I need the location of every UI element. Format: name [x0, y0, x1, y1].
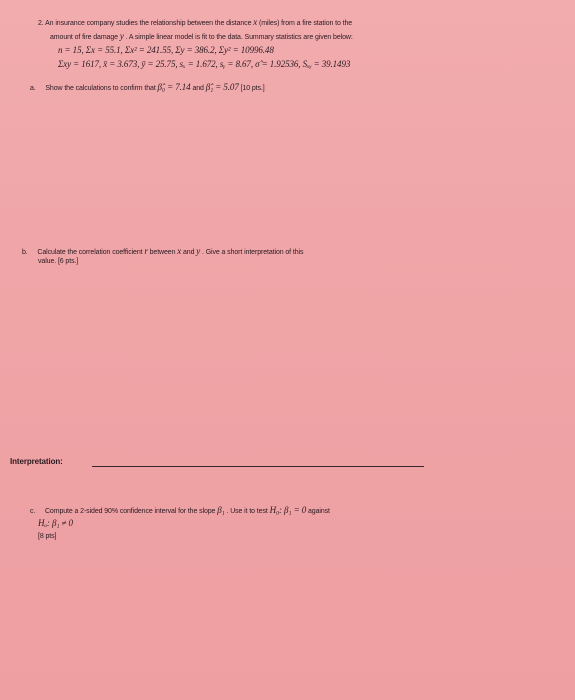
x-variable: x	[253, 17, 258, 27]
question-2-line-2	[50, 31, 353, 41]
beta1-symbol: β₁	[217, 505, 225, 515]
alternative-hypothesis: Hₐ: β₁ ≠ 0	[38, 518, 73, 528]
part-c-points: [8 pts]	[38, 533, 57, 540]
beta1-value: β̂₁ = 5.07	[205, 82, 239, 92]
part-a-points: [10 pts.]	[240, 85, 265, 92]
part-a-and: and	[192, 85, 204, 92]
part-b-text-2: . Give a short interpretation of this	[202, 249, 304, 256]
part-c-line-1	[30, 505, 330, 515]
part-b-text-3: value.	[38, 258, 57, 265]
part-c-text-1: Compute a 2-sided 90% confidence interval for the slope	[44, 508, 216, 515]
beta0-value: β̂₀ = 7.14	[157, 82, 191, 92]
summary-statistics-line-2: Σxy = 1617, x̄ = 3.673, ȳ = 25.75, sₓ = 1.672, sᵧ = 8.67, σ̂ = 1.92536, Sₓᵧ = 39.1493	[58, 59, 351, 69]
question-text: An insurance company studies the relationship between the distance	[45, 20, 252, 27]
part-b-points: [6 pts.]	[57, 258, 79, 265]
question-number: 2.	[38, 20, 44, 27]
r-variable: r	[144, 246, 148, 256]
miles-note: (miles) from a fire station to the	[259, 20, 353, 27]
x-variable: x	[177, 246, 182, 256]
summary-statistics-line-1: n = 15, Σx = 55.1, Σx² = 241.55, Σy = 386.2, Σy² = 10996.48	[58, 45, 274, 55]
part-b-text-1: Calculate the correlation coefficient	[37, 249, 143, 256]
part-b-line-2	[38, 258, 78, 265]
part-c-text-2: . Use it to test	[226, 508, 268, 515]
part-c-against: against	[307, 508, 330, 515]
part-b-label: b.	[22, 249, 28, 256]
part-a-text: Show the calculations to confirm that	[45, 85, 156, 92]
interpretation-label: Interpretation:	[10, 457, 63, 466]
part-a-label: a.	[30, 85, 36, 92]
question-text-2a: amount of fire damage	[50, 34, 118, 41]
question-text-2b: . A simple linear model is fit to the data. Summary statistics are given below:	[125, 34, 353, 41]
part-b-line-1	[22, 246, 303, 256]
null-hypothesis: H₀: β₁ = 0	[269, 505, 307, 515]
y-variable: y	[196, 246, 201, 256]
part-b-between: between	[149, 249, 176, 256]
part-c-label: c.	[30, 508, 36, 515]
interpretation-answer-line	[92, 466, 424, 467]
y-variable: y	[119, 31, 124, 41]
question-2-line-1	[38, 17, 352, 27]
part-a	[30, 82, 265, 92]
part-b-and: and	[183, 249, 195, 256]
